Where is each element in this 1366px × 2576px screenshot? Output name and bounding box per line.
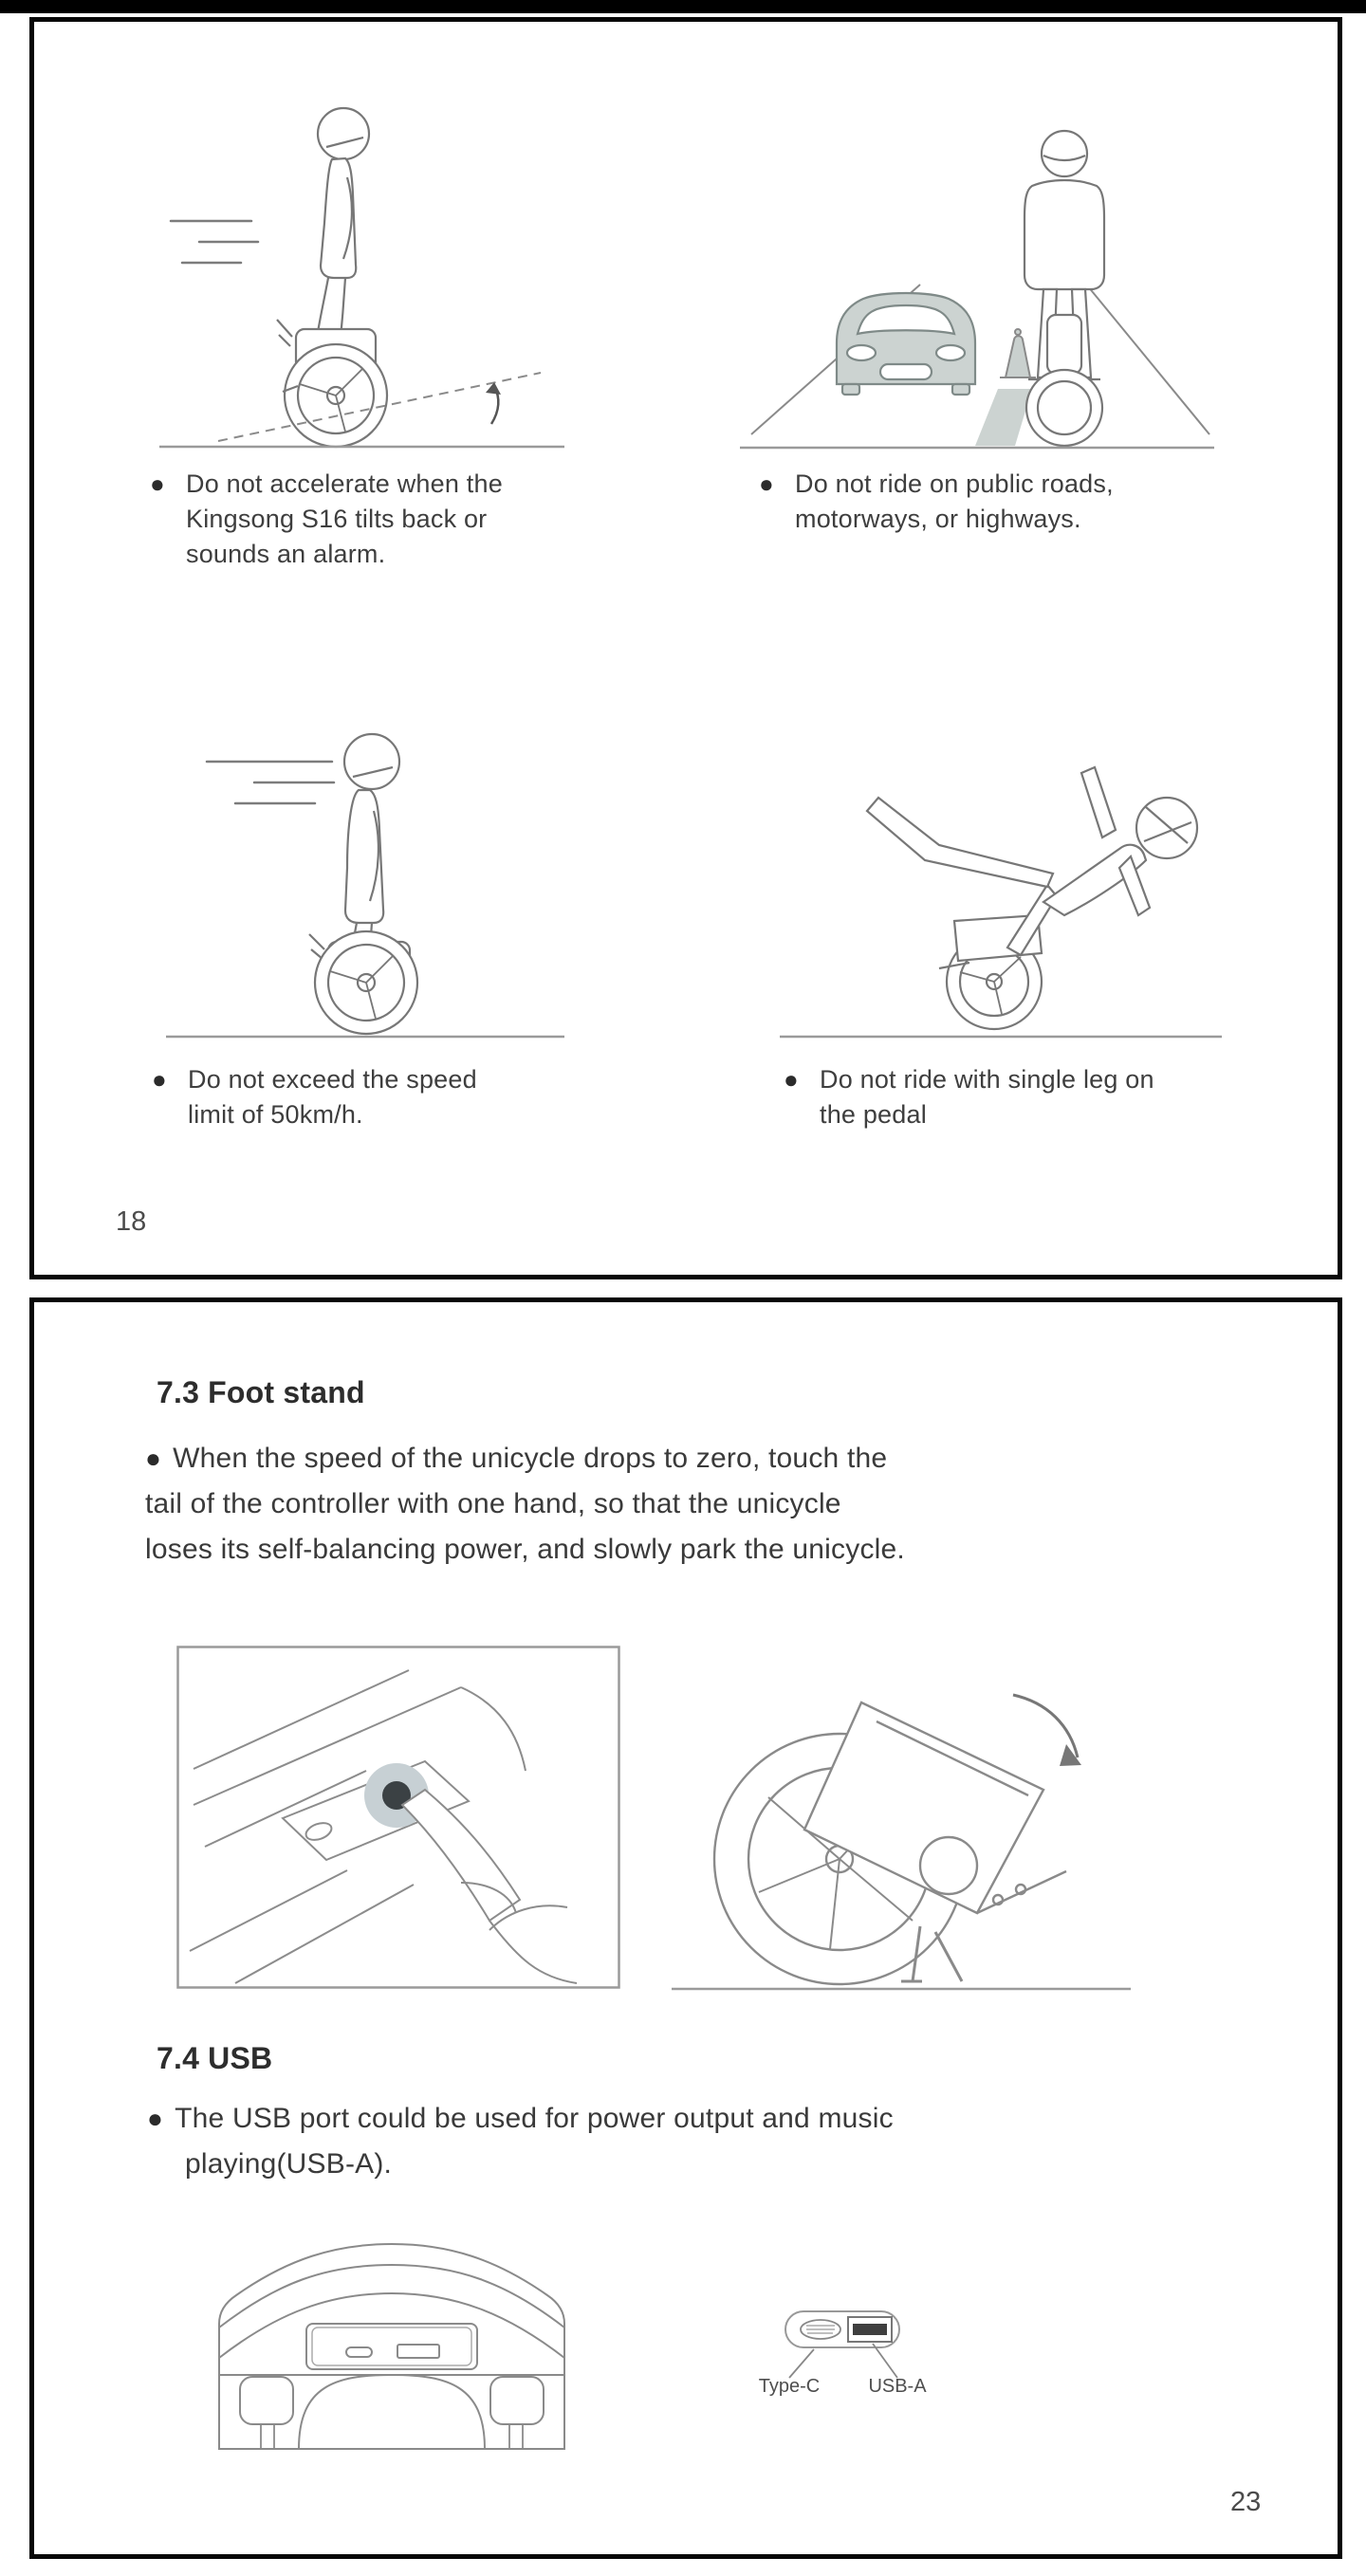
page-number-18: 18: [116, 1206, 147, 1237]
caption-line: Do not ride on public roads,: [795, 469, 1114, 498]
section-heading-usb: 7.4 USB: [157, 2041, 273, 2075]
caption-line: the pedal: [820, 1100, 927, 1129]
touch-controller-tail-illustration: [176, 1646, 620, 1989]
caption-line: sounds an alarm.: [186, 540, 386, 568]
bullet-icon: ●: [150, 469, 165, 498]
top-black-strip: [0, 0, 1366, 13]
caption-line: motorways, or highways.: [795, 505, 1081, 533]
unicycle-parked-illustration: [664, 1655, 1138, 1996]
manual-page-23: [29, 1297, 1342, 2559]
rider-on-public-road-illustration: [730, 95, 1224, 455]
paragraph-line: loses its self-balancing power, and slowly park the unicycle.: [145, 1534, 905, 1565]
bullet-icon: ●: [759, 469, 774, 498]
rider-tilting-back-illustration: [142, 90, 579, 460]
caption-line: Do not exceed the speed: [188, 1065, 477, 1094]
rider-single-leg-illustration: [768, 735, 1233, 1043]
manual-page-18: [29, 17, 1342, 1279]
paragraph-line: playing(USB-A).: [185, 2148, 393, 2180]
caption-line: Do not accelerate when the: [186, 469, 503, 498]
rider-speeding-illustration: [152, 716, 579, 1043]
paragraph-line: tail of the controller with one hand, so that the unicycle: [145, 1488, 841, 1519]
caption-line: Kingsong S16 tilts back or: [186, 505, 488, 533]
bullet-icon: ●: [145, 1444, 162, 1473]
paragraph-line: ● When the speed of the unicycle drops to zero, touch the: [145, 1443, 888, 1474]
foot-stand-paragraph: [145, 1436, 1255, 1573]
warning-caption-single-leg: [784, 1062, 1154, 1132]
warning-caption-speed-limit: [152, 1062, 477, 1132]
page-number-23: 23: [1230, 2487, 1262, 2517]
type-c-label: Type-C: [758, 2376, 821, 2397]
caption-line: Do not ride with single leg on: [820, 1065, 1154, 1094]
warning-caption-accelerate: [150, 467, 503, 572]
usb-a-label: USB-A: [868, 2376, 927, 2397]
warning-caption-public-roads: [759, 467, 1114, 537]
unicycle-rear-ports-illustration: [212, 2233, 572, 2455]
paragraph-line: ● The USB port could be used for power output and music: [147, 2103, 894, 2134]
bullet-icon: ●: [147, 2104, 164, 2133]
port-callout-illustration: [730, 2300, 977, 2381]
bullet-icon: ●: [152, 1065, 167, 1094]
bullet-icon: ●: [784, 1065, 799, 1094]
usb-paragraph: [147, 2096, 1257, 2187]
caption-line: limit of 50km/h.: [188, 1100, 363, 1129]
section-heading-foot-stand: 7.3 Foot stand: [157, 1375, 365, 1409]
